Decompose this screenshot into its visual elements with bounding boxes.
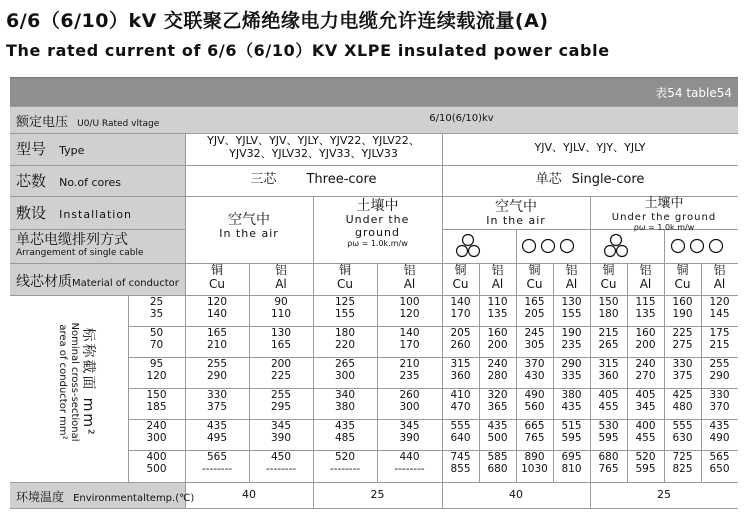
current-value-cell: 255 290	[709, 358, 730, 383]
current-value-cell: 555 630	[672, 420, 693, 445]
current-value-cell: 315 360	[450, 358, 471, 383]
current-value-cell: 345 390	[270, 420, 292, 445]
current-value-cell: 435 485	[334, 420, 356, 445]
current-value-cell: 240 280	[487, 358, 508, 383]
current-value-cell: 405 345	[635, 389, 656, 414]
trefoil-arrangement-icon	[455, 234, 481, 258]
current-value-cell: 245 305	[524, 327, 545, 352]
current-value-cell: 440 --------	[394, 451, 425, 476]
current-value-cell: 565 650	[709, 451, 730, 476]
current-value-cell: 130 155	[561, 296, 582, 321]
material-al: 铝 Al	[403, 263, 416, 291]
material-al: 铝 Al	[274, 263, 287, 291]
current-value-cell: 520 --------	[329, 451, 361, 476]
current-value-cell: 680 765	[598, 451, 619, 476]
current-value-cell: 130 165	[270, 327, 292, 352]
current-value-cell: 255 295	[270, 389, 292, 414]
current-value-cell: 330 375	[672, 358, 693, 383]
ambient-value: 25	[370, 488, 385, 501]
table-banner	[10, 77, 738, 107]
material-al: 铝 Al	[639, 263, 652, 291]
current-value-cell: 120 145	[709, 296, 730, 321]
ground-single-core: 土壤中 Under the ground ρω = 1.0k.m/w	[611, 196, 717, 233]
material-cu: 铜 Cu	[209, 263, 225, 291]
flat-arrangement-icon	[520, 238, 578, 254]
flat-arrangement-icon	[669, 238, 727, 254]
current-value-cell: 890 1030	[521, 451, 548, 476]
current-value-cell: 530 595	[598, 420, 619, 445]
rated-voltage-value: 6/10(6/10)kv	[429, 113, 494, 124]
current-value-cell: 165 205	[524, 296, 545, 321]
arrangement-label: 单芯电缆排列方式 Arrangement of single cable	[16, 232, 144, 259]
current-value-cell: 400 455	[635, 420, 656, 445]
section-size: 240 300	[146, 420, 167, 445]
ambient-value: 40	[509, 488, 523, 501]
current-value-cell: 90 110	[270, 296, 292, 321]
type-three-core: YJV、YJLV、YJV、YJLY、YJV22、YJLV22、 YJV32、YJLV32、YJV33、YJLV33	[207, 134, 420, 160]
cores-three: 三芯 Three-core	[250, 172, 377, 187]
section-size: 95 120	[146, 358, 167, 383]
type-label: 型号 Type	[16, 140, 85, 158]
current-value-cell: 265 300	[334, 358, 356, 383]
current-value-cell: 160 200	[487, 327, 508, 352]
material-al: 铝 Al	[491, 263, 504, 291]
current-value-cell: 405 455	[598, 389, 619, 414]
current-value-cell: 410 470	[450, 389, 471, 414]
current-value-cell: 180 220	[334, 327, 356, 352]
current-value-cell: 340 380	[334, 389, 356, 414]
ambient-label: 环境温度 Environmentaltemp.(℃)	[16, 490, 195, 504]
type-single-core: YJV、YJLV、YJY、YJLY	[534, 141, 646, 154]
current-value-cell: 425 480	[672, 389, 693, 414]
section-size: 50 70	[149, 327, 164, 352]
material-cu: 铜 Cu	[337, 263, 353, 291]
current-value-cell: 125 155	[334, 296, 356, 321]
current-value-cell: 205 260	[450, 327, 471, 352]
section-size: 400 500	[146, 451, 167, 476]
current-value-cell: 315 360	[598, 358, 619, 383]
section-label: 标称截面 mm² Nominal cross-sectional area of conductor mm²	[57, 322, 96, 442]
current-value-cell: 695 810	[561, 451, 582, 476]
current-value-cell: 260 300	[399, 389, 420, 414]
current-value-cell: 115 135	[635, 296, 656, 321]
current-value-cell: 255 290	[206, 358, 228, 383]
installation-label: 敷设 Installation	[16, 204, 133, 222]
current-value-cell: 175 215	[709, 327, 730, 352]
current-value-cell: 450 --------	[265, 451, 297, 476]
current-value-cell: 160 200	[635, 327, 656, 352]
ground-three-core: 土壤中 Under the ground ρω = 1.0k.m/w	[345, 198, 410, 249]
current-value-cell: 200 225	[270, 358, 292, 383]
current-value-cell: 555 640	[450, 420, 471, 445]
air-single-core: 空气中 In the air	[486, 199, 546, 228]
title-en: The rated current of 6/6（6/10）KV XLPE insulated power cable	[6, 41, 610, 60]
current-value-cell: 380 435	[561, 389, 582, 414]
current-value-cell: 330 375	[206, 389, 228, 414]
ambient-value: 40	[242, 488, 256, 501]
material-cu: 铜 Cu	[600, 263, 617, 291]
material-cu: 铜 Cu	[674, 263, 691, 291]
current-value-cell: 370 430	[524, 358, 545, 383]
rated-voltage-label: 额定电压 U0/U Rated vltage	[16, 115, 160, 130]
material-al: 铝 Al	[713, 263, 726, 291]
current-value-cell: 520 595	[635, 451, 656, 476]
current-value-cell: 190 235	[561, 327, 582, 352]
current-value-cell: 160 190	[672, 296, 693, 321]
material-cu: 铜 Cu	[526, 263, 543, 291]
current-value-cell: 165 210	[206, 327, 228, 352]
current-value-cell: 150 180	[598, 296, 619, 321]
material-label: 线芯材质Material of conductor	[16, 274, 179, 290]
current-value-cell: 330 370	[709, 389, 730, 414]
current-value-cell: 320 365	[487, 389, 508, 414]
current-value-cell: 435 495	[206, 420, 228, 445]
current-value-cell: 210 235	[399, 358, 420, 383]
current-value-cell: 515 595	[561, 420, 582, 445]
current-value-cell: 100 120	[399, 296, 420, 321]
current-value-cell: 290 335	[561, 358, 582, 383]
current-value-cell: 665 765	[524, 420, 545, 445]
section-size: 25 35	[149, 296, 164, 321]
current-value-cell: 225 275	[672, 327, 693, 352]
current-value-cell: 585 680	[487, 451, 508, 476]
current-value-cell: 435 490	[709, 420, 730, 445]
cores-label: 芯数 No.of cores	[16, 172, 122, 190]
section-size: 150 185	[146, 389, 167, 414]
current-value-cell: 490 560	[524, 389, 545, 414]
trefoil-arrangement-icon	[603, 234, 629, 258]
ambient-value: 25	[657, 488, 671, 501]
table-id: 表54 table54	[655, 86, 732, 100]
current-value-cell: 140 170	[399, 327, 420, 352]
material-cu: 铜 Cu	[452, 263, 469, 291]
current-value-cell: 120 140	[206, 296, 228, 321]
current-value-cell: 435 500	[487, 420, 508, 445]
title-cn: 6/6（6/10）kV 交联聚乙烯绝缘电力电缆允许连续载流量(A)	[6, 10, 549, 32]
current-value-cell: 240 270	[635, 358, 656, 383]
current-value-cell: 725 825	[672, 451, 693, 476]
current-value-cell: 565 --------	[201, 451, 233, 476]
current-value-cell: 110 135	[487, 296, 508, 321]
material-al: 铝 Al	[565, 263, 578, 291]
current-value-cell: 215 265	[598, 327, 619, 352]
current-value-cell: 140 170	[450, 296, 471, 321]
current-value-cell: 745 855	[450, 451, 471, 476]
air-three-core: 空气中 In the air	[219, 212, 279, 241]
cores-single: 单芯 Single-core	[535, 172, 645, 187]
current-value-cell: 345 390	[399, 420, 420, 445]
